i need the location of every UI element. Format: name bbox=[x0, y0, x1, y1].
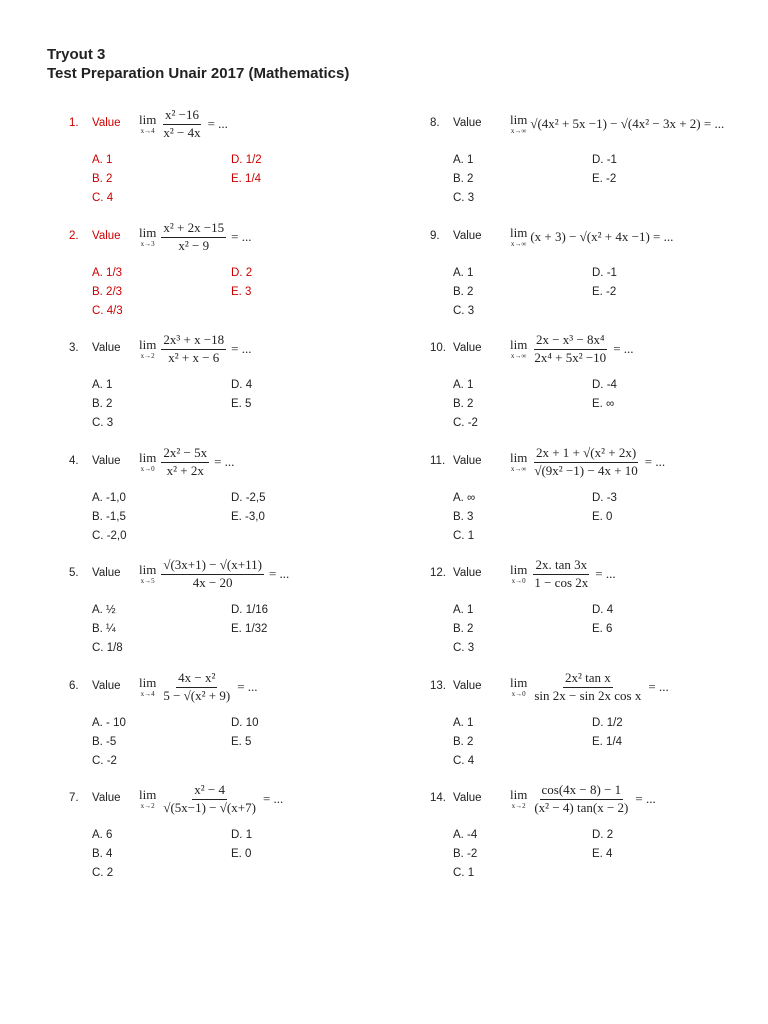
numerator: 2x − x³ − 8x⁴ bbox=[534, 333, 607, 349]
limit-operator bbox=[139, 113, 156, 135]
limit-word: lim bbox=[139, 675, 157, 690]
option-a[interactable]: A. 1 bbox=[92, 379, 113, 391]
fraction bbox=[161, 333, 226, 365]
question-5 bbox=[69, 556, 389, 654]
option-a[interactable]: A. 1 bbox=[453, 267, 474, 279]
answer-options bbox=[430, 367, 750, 429]
numerator: 2x² tan x bbox=[563, 671, 613, 687]
option-d[interactable]: D. 2 bbox=[231, 267, 253, 279]
option-d[interactable]: D. 1/2 bbox=[592, 717, 623, 729]
expression: (x + 3) − √(x² + 4x −1) = ... bbox=[530, 229, 674, 244]
denominator: sin 2x − sin 2x cos x bbox=[534, 687, 642, 703]
option-b[interactable]: B. 3 bbox=[453, 511, 474, 523]
option-c[interactable]: C. 3 bbox=[453, 642, 475, 654]
option-d[interactable]: D. 1/16 bbox=[231, 604, 269, 616]
limit-word: lim bbox=[510, 562, 528, 577]
option-c[interactable]: C. -2 bbox=[453, 417, 478, 429]
numerator: x² + 2x −15 bbox=[161, 221, 226, 237]
limit-operator bbox=[510, 226, 527, 248]
limit-word: lim bbox=[510, 450, 528, 465]
numerator: 2x² − 5x bbox=[161, 446, 209, 462]
limit-operator bbox=[510, 113, 527, 135]
option-b[interactable]: B. ¼ bbox=[92, 623, 116, 635]
option-d[interactable]: D. -1 bbox=[592, 154, 617, 166]
question-9 bbox=[430, 219, 750, 317]
equals-ellipsis: = ... bbox=[231, 341, 252, 356]
option-e[interactable]: E. 1/4 bbox=[592, 736, 623, 748]
limit-expression bbox=[139, 219, 252, 255]
limit-word: lim bbox=[510, 337, 528, 352]
limit-approach: x→∞ bbox=[510, 465, 527, 473]
limit-operator bbox=[510, 451, 527, 473]
limit-approach: x→4 bbox=[140, 690, 155, 698]
fraction bbox=[532, 783, 630, 815]
numerator: √(3x+1) − √(x+11) bbox=[161, 558, 264, 574]
option-d[interactable]: D. -2,5 bbox=[231, 492, 266, 504]
answer-options bbox=[69, 817, 389, 879]
denominator: x² + x − 6 bbox=[168, 349, 220, 365]
limit-approach: x→0 bbox=[511, 690, 526, 698]
option-c[interactable]: C. 3 bbox=[92, 417, 114, 429]
denominator: 2x⁴ + 5x² −10 bbox=[534, 349, 607, 365]
limit-expression bbox=[510, 444, 665, 480]
expression: √(4x² + 5x −1) − √(4x² − 3x + 2) = ... bbox=[530, 116, 725, 131]
numerator: 2x. tan 3x bbox=[533, 558, 589, 574]
equals-ellipsis: = ... bbox=[214, 454, 235, 469]
limit-approach: x→2 bbox=[140, 802, 155, 810]
answer-options bbox=[430, 255, 750, 317]
limit-word: lim bbox=[139, 225, 157, 240]
limit-approach: x→4 bbox=[140, 127, 155, 135]
question-number: 10. bbox=[430, 342, 446, 354]
fraction bbox=[161, 671, 232, 703]
question-label: Value bbox=[453, 230, 482, 242]
numerator: x² − 4 bbox=[192, 783, 227, 799]
option-c[interactable]: C. 1 bbox=[453, 867, 475, 879]
option-a[interactable]: A. - 10 bbox=[92, 717, 126, 729]
question-label: Value bbox=[92, 230, 121, 242]
question-number: 6. bbox=[69, 680, 79, 692]
fraction bbox=[532, 333, 608, 365]
equals-ellipsis: = ... bbox=[613, 341, 634, 356]
option-e[interactable]: E. 1/4 bbox=[231, 173, 262, 185]
option-b[interactable]: B. 2 bbox=[92, 398, 113, 410]
limit-word: lim bbox=[139, 112, 157, 127]
option-c[interactable]: C. 4 bbox=[92, 192, 114, 204]
equals-ellipsis: = ... bbox=[644, 454, 666, 469]
denominator: (x² − 4) tan(x − 2) bbox=[534, 799, 629, 815]
limit-operator bbox=[510, 676, 527, 698]
answer-options bbox=[430, 142, 750, 204]
option-a[interactable]: A. 1 bbox=[92, 154, 113, 166]
denominator: 5 − √(x² + 9) bbox=[163, 687, 231, 703]
limit-operator bbox=[510, 563, 527, 585]
fraction bbox=[161, 108, 202, 140]
limit-word: lim bbox=[139, 337, 157, 352]
limit-expression bbox=[139, 556, 289, 592]
question-label: Value bbox=[92, 455, 121, 467]
option-c[interactable]: C. 3 bbox=[453, 192, 475, 204]
fraction bbox=[161, 558, 264, 590]
option-d[interactable]: D. 1/2 bbox=[231, 154, 262, 166]
option-e[interactable]: E. ∞ bbox=[592, 398, 615, 410]
limit-expression bbox=[510, 331, 634, 367]
option-e[interactable]: E. -2 bbox=[592, 286, 617, 298]
option-b[interactable]: B. 2 bbox=[453, 173, 474, 185]
limit-approach: x→0 bbox=[140, 465, 155, 473]
option-e[interactable]: E. 0 bbox=[231, 848, 252, 860]
option-c[interactable]: C. 4 bbox=[453, 755, 475, 767]
document-subtitle: Test Preparation Unair 2017 (Mathematics) bbox=[47, 65, 350, 82]
limit-operator bbox=[139, 338, 156, 360]
equals-ellipsis: = ... bbox=[262, 791, 284, 806]
question-label: Value bbox=[92, 117, 121, 129]
document-title: Tryout 3 bbox=[47, 46, 106, 63]
answer-options bbox=[69, 592, 389, 654]
option-d[interactable]: D. 10 bbox=[231, 717, 259, 729]
denominator: x² + 2x bbox=[166, 462, 204, 478]
question-label: Value bbox=[453, 680, 482, 692]
answer-options bbox=[430, 817, 750, 879]
limit-expression bbox=[139, 669, 258, 705]
denominator: 1 − cos 2x bbox=[534, 574, 589, 590]
question-number: 7. bbox=[69, 792, 79, 804]
question-number: 5. bbox=[69, 567, 79, 579]
option-e[interactable]: E. 3 bbox=[231, 286, 252, 298]
option-c[interactable]: C. 1/8 bbox=[92, 642, 123, 654]
option-b[interactable]: B. -5 bbox=[92, 736, 117, 748]
denominator: x² − 4x bbox=[163, 124, 201, 140]
numerator: 2x + 1 + √(x² + 2x) bbox=[534, 446, 638, 462]
limit-expression bbox=[510, 781, 656, 817]
limit-word: lim bbox=[139, 562, 157, 577]
question-6 bbox=[69, 669, 389, 767]
fraction bbox=[161, 783, 258, 815]
denominator: √(5x−1) − √(x+7) bbox=[163, 799, 256, 815]
equals-ellipsis: = ... bbox=[595, 566, 616, 581]
limit-operator bbox=[139, 788, 156, 810]
question-number: 13. bbox=[430, 680, 446, 692]
option-d[interactable]: D. 1 bbox=[231, 829, 253, 841]
equals-ellipsis: = ... bbox=[231, 229, 252, 244]
limit-operator bbox=[139, 226, 156, 248]
option-a[interactable]: A. 1 bbox=[453, 379, 474, 391]
equals-ellipsis: = ... bbox=[207, 116, 228, 131]
limit-approach: x→0 bbox=[511, 577, 526, 585]
option-c[interactable]: C. 1 bbox=[453, 530, 475, 542]
limit-expression bbox=[510, 556, 616, 592]
limit-operator bbox=[139, 451, 156, 473]
option-e[interactable]: E. 5 bbox=[231, 736, 252, 748]
question-label: Value bbox=[92, 792, 121, 804]
option-c[interactable]: C. 4/3 bbox=[92, 305, 123, 317]
limit-word: lim bbox=[510, 225, 528, 240]
question-7 bbox=[69, 781, 389, 879]
option-c[interactable]: C. -2,0 bbox=[92, 530, 127, 542]
fraction bbox=[532, 558, 590, 590]
answer-options bbox=[69, 367, 389, 429]
answer-options bbox=[69, 705, 389, 767]
option-b[interactable]: B. 2 bbox=[453, 736, 474, 748]
denominator: 4x − 20 bbox=[192, 574, 233, 590]
option-a[interactable]: A. 1 bbox=[453, 604, 474, 616]
question-number: 3. bbox=[69, 342, 79, 354]
question-label: Value bbox=[92, 342, 121, 354]
option-c[interactable]: C. -2 bbox=[92, 755, 117, 767]
option-e[interactable]: E. 0 bbox=[592, 511, 613, 523]
limit-operator bbox=[510, 338, 527, 360]
question-number: 4. bbox=[69, 455, 79, 467]
option-a[interactable]: A. 1/3 bbox=[92, 267, 123, 279]
option-e[interactable]: E. 6 bbox=[592, 623, 613, 635]
equals-ellipsis: = ... bbox=[237, 679, 258, 694]
option-d[interactable]: D. 2 bbox=[592, 829, 614, 841]
question-label: Value bbox=[453, 792, 482, 804]
question-4 bbox=[69, 444, 389, 542]
question-8 bbox=[430, 106, 750, 204]
option-d[interactable]: D. 4 bbox=[592, 604, 614, 616]
limit-expression bbox=[510, 106, 724, 142]
option-d[interactable]: D. -3 bbox=[592, 492, 617, 504]
option-a[interactable]: A. ∞ bbox=[453, 492, 476, 504]
option-e[interactable]: E. -2 bbox=[592, 173, 617, 185]
denominator: √(9x² −1) − 4x + 10 bbox=[534, 462, 638, 478]
limit-operator bbox=[139, 676, 156, 698]
limit-word: lim bbox=[510, 787, 528, 802]
limit-expression bbox=[139, 444, 234, 480]
answer-options bbox=[69, 142, 389, 204]
answer-options bbox=[69, 255, 389, 317]
option-b[interactable]: B. 2 bbox=[92, 173, 113, 185]
option-a[interactable]: A. 1 bbox=[453, 717, 474, 729]
option-b[interactable]: B. 2 bbox=[453, 623, 474, 635]
question-label: Value bbox=[92, 680, 121, 692]
question-3 bbox=[69, 331, 389, 429]
answer-options bbox=[430, 592, 750, 654]
option-c[interactable]: C. 3 bbox=[453, 305, 475, 317]
numerator: 4x − x² bbox=[176, 671, 217, 687]
answer-options bbox=[69, 480, 389, 542]
option-a[interactable]: A. ½ bbox=[92, 604, 116, 616]
question-label: Value bbox=[92, 567, 121, 579]
option-b[interactable]: B. -1,5 bbox=[92, 511, 126, 523]
limit-approach: x→∞ bbox=[510, 240, 527, 248]
limit-approach: x→3 bbox=[140, 240, 155, 248]
option-e[interactable]: E. 4 bbox=[592, 848, 613, 860]
option-d[interactable]: D. -1 bbox=[592, 267, 617, 279]
numerator: 2x³ + x −18 bbox=[161, 333, 226, 349]
option-d[interactable]: D. -4 bbox=[592, 379, 617, 391]
question-number: 11. bbox=[430, 455, 446, 467]
limit-operator bbox=[139, 563, 156, 585]
denominator: x² − 9 bbox=[178, 237, 210, 253]
option-e[interactable]: E. 5 bbox=[231, 398, 252, 410]
limit-approach: x→∞ bbox=[510, 127, 527, 135]
option-b[interactable]: B. 2/3 bbox=[92, 286, 123, 298]
fraction bbox=[161, 221, 226, 253]
option-a[interactable]: A. 6 bbox=[92, 829, 113, 841]
question-10 bbox=[430, 331, 750, 429]
numerator: x² −16 bbox=[163, 108, 201, 124]
option-b[interactable]: B. -2 bbox=[453, 848, 478, 860]
question-12 bbox=[430, 556, 750, 654]
limit-word: lim bbox=[510, 675, 528, 690]
option-b[interactable]: B. 2 bbox=[453, 398, 474, 410]
option-b[interactable]: B. 2 bbox=[453, 286, 474, 298]
question-number: 1. bbox=[69, 117, 79, 129]
question-number: 12. bbox=[430, 567, 446, 579]
fraction bbox=[532, 446, 639, 478]
limit-approach: x→5 bbox=[140, 577, 155, 585]
question-label: Value bbox=[453, 117, 482, 129]
limit-word: lim bbox=[139, 450, 157, 465]
question-number: 2. bbox=[69, 230, 79, 242]
option-a[interactable]: A. -4 bbox=[453, 829, 478, 841]
option-a[interactable]: A. -1,0 bbox=[92, 492, 126, 504]
limit-word: lim bbox=[139, 787, 157, 802]
fraction bbox=[532, 671, 643, 703]
option-e[interactable]: E. 1/32 bbox=[231, 623, 268, 635]
question-number: 8. bbox=[430, 117, 440, 129]
question-1 bbox=[69, 106, 389, 204]
option-b[interactable]: B. 4 bbox=[92, 848, 113, 860]
equals-ellipsis: = ... bbox=[268, 566, 290, 581]
question-label: Value bbox=[453, 567, 482, 579]
option-e[interactable]: E. -3,0 bbox=[231, 511, 265, 523]
limit-expression bbox=[139, 106, 228, 142]
equals-ellipsis: = ... bbox=[648, 679, 669, 694]
limit-word: lim bbox=[510, 112, 528, 127]
option-c[interactable]: C. 2 bbox=[92, 867, 114, 879]
limit-operator bbox=[510, 788, 527, 810]
equals-ellipsis: = ... bbox=[635, 791, 656, 806]
question-2 bbox=[69, 219, 389, 317]
option-d[interactable]: D. 4 bbox=[231, 379, 253, 391]
numerator: cos(4x − 8) − 1 bbox=[540, 783, 624, 799]
question-11 bbox=[430, 444, 750, 542]
question-number: 14. bbox=[430, 792, 446, 804]
limit-approach: x→2 bbox=[511, 802, 526, 810]
limit-expression bbox=[139, 781, 283, 817]
question-label: Value bbox=[453, 342, 482, 354]
limit-approach: x→∞ bbox=[510, 352, 527, 360]
question-number: 9. bbox=[430, 230, 440, 242]
question-14 bbox=[430, 781, 750, 879]
question-label: Value bbox=[453, 455, 482, 467]
answer-options bbox=[430, 480, 750, 542]
limit-expression bbox=[510, 669, 669, 705]
question-13 bbox=[430, 669, 750, 767]
fraction bbox=[161, 446, 209, 478]
limit-approach: x→2 bbox=[140, 352, 155, 360]
limit-expression bbox=[139, 331, 252, 367]
answer-options bbox=[430, 705, 750, 767]
option-a[interactable]: A. 1 bbox=[453, 154, 474, 166]
limit-expression bbox=[510, 219, 673, 255]
